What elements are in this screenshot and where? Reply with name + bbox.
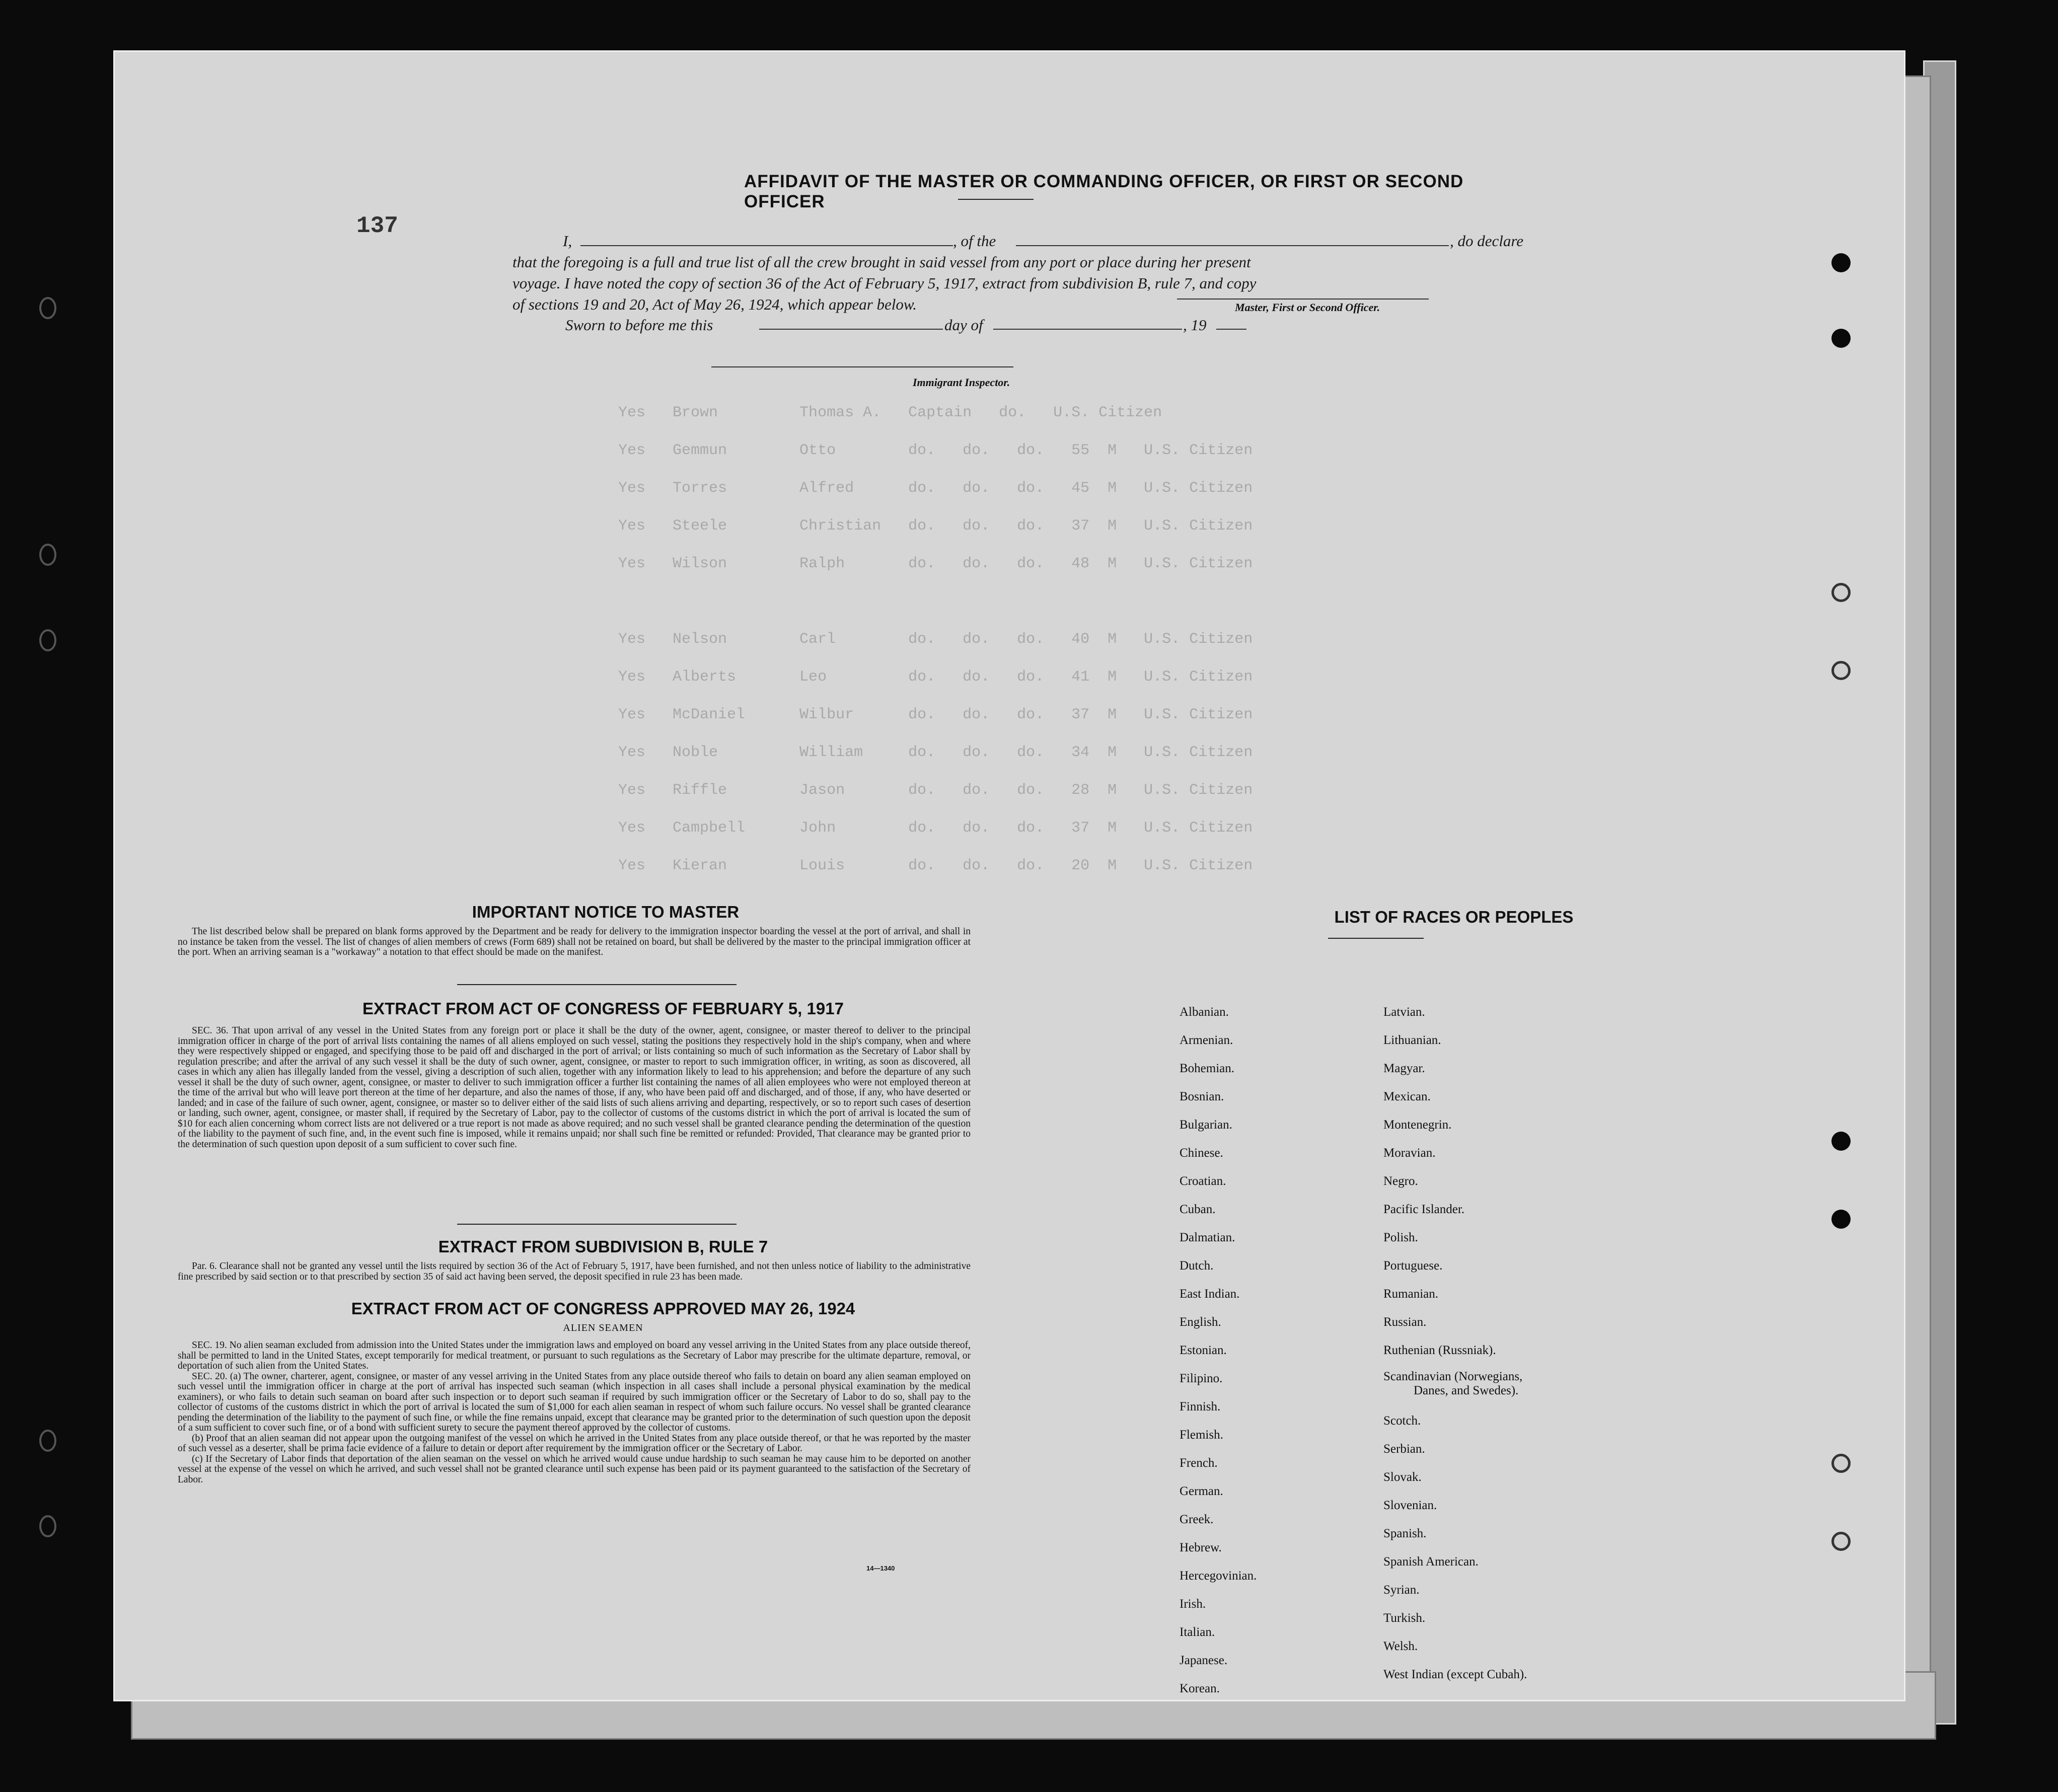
declaration-line: of sections 19 and 20, Act of May 26, 1924, which appear below. [512,295,917,313]
bleed-through-row: Yes Brown Thomas A. Captain do. U.S. Citizen [618,404,1162,421]
race-item: English. [1180,1315,1221,1329]
binder-hole [39,629,56,651]
manifest-sheet [113,50,1905,1701]
race-item: Slovenian. [1383,1499,1437,1512]
race-item: Latvian. [1383,1005,1425,1019]
race-item: Finnish. [1180,1400,1221,1413]
race-item: Chinese. [1180,1146,1223,1160]
punch-hole [1831,583,1851,602]
bleed-through-row: Yes Campbell John do. do. do. 37 M U.S. Citizen [618,819,1253,837]
sworn-year: , 19 [1183,316,1207,334]
race-item: French. [1180,1456,1218,1470]
affidavit-title: AFFIDAVIT OF THE MASTER OR COMMANDING OFFICER, OR FIRST OR SECOND OFFICER [744,172,1464,211]
race-item: Moravian. [1383,1146,1436,1160]
sworn-text: Sworn to before me this [565,316,713,334]
inspector-label: Immigrant Inspector. [913,376,1010,389]
race-item: Italian. [1180,1625,1215,1639]
race-item: Portuguese. [1383,1259,1443,1273]
extract-rule7-title: EXTRACT FROM SUBDIVISION B, RULE 7 [438,1237,768,1256]
extract-1924-title: EXTRACT FROM ACT OF CONGRESS APPROVED MAY 26, 1924 [351,1299,855,1318]
extract-1924-text [178,1340,971,1485]
bleed-through-row: Yes Riffle Jason do. do. do. 28 M U.S. Citizen [618,782,1253,799]
race-item: East Indian. [1180,1287,1240,1301]
binder-hole [39,544,56,566]
bleed-through-row: Yes Alberts Leo do. do. do. 41 M U.S. Citizen [618,668,1253,686]
sec20a-paragraph: SEC. 20. (a) The owner, charterer, agent, consignee, or master of any vessel arriving in the United States from any place outside thereof who fails to detain on board any alien seaman employed on such vessel until the immigration officer in charge at the port of arrival has inspected such seaman (which inspection in all cases shall include a personal physical examination by the medical examiners), or who fails to detain such seaman on board after such inspection or to deport such seaman if required by such immigration officer or the Secretary of Labor to do so, shall pay to the collector of customs of the customs district in which the port of arrival is located the sum of $1,000 for each alien seaman in respect of whom such failure occurs. No vessel shall be granted clearance pending the determination of the liability to the payment of such fine, or while the fine remains unpaid, except that clearance may be granted prior to the determination of such question upon the deposit of a sum sufficient to cover such fine, or of a bond with sufficient surety to secure the payment thereof approved by the collector of customs. [178,1371,971,1433]
extract-rule7-text [178,1261,971,1282]
race-item: Spanish. [1383,1527,1427,1540]
alien-seamen-subtitle: ALIEN SEAMEN [563,1322,643,1333]
race-item: Irish. [1180,1597,1206,1611]
sec20b-paragraph: (b) Proof that an alien seaman did not appear upon the outgoing manifest of the vessel on which he arrived in the United States from any place outside thereof, or that he was reported by the master of such vessel as a deserter, shall be prima facie evidence of a failure to detain or deport after requirement by the immigration officer or the Secretary of Labor. [178,1433,971,1454]
extract-1917-text [178,1026,971,1150]
par6-paragraph: Par. 6. Clearance shall not be granted any vessel until the lists required by section 36 of the Act of February 5, 1917, have been furnished, and not then unless notice of liability to the administrative fine prescribed by said section or to that prescribed by section 35 of said act having been served, the deposit specified in rule 23 has been made. [178,1261,971,1282]
race-item: Montenegrin. [1383,1118,1452,1132]
declaration-line: voyage. I have noted the copy of section 36 of the Act of February 5, 1917, extract from subdivision B, rule 7, and copy [512,274,1257,292]
sworn-day: day of [944,316,983,334]
notice-paragraph: The list described below shall be prepared on blank forms approved by the Department and be ready for delivery to the immigration inspector boarding the vessel at the port of arrival, and shall in no instance be taken from the vessel. The list of changes of alien members of crews (Form 689) shall not be retained on board, but shall be delivered by the master to the principal immigration officer at the port. When an arriving seaman is a "workaway" a notation to that effect should be made on the manifest. [178,926,971,957]
declaration-of-the: , of the [953,232,996,250]
race-item: Korean. [1180,1682,1220,1695]
race-item: Syrian. [1383,1583,1420,1597]
bleed-through-row: Yes Torres Alfred do. do. do. 45 M U.S. Citizen [618,480,1253,497]
race-item: Estonian. [1180,1343,1227,1357]
race-item: Welsh. [1383,1639,1418,1653]
notice-text [178,927,971,958]
punch-hole [1831,1132,1851,1151]
race-item: Hercegovinian. [1180,1569,1257,1583]
bleed-through-row: Yes Kieran Louis do. do. do. 20 M U.S. Citizen [618,857,1253,874]
race-item: Bohemian. [1180,1062,1235,1075]
sworn-date-blank [759,329,943,330]
race-item: Turkish. [1383,1611,1426,1625]
bleed-through-row: Yes Noble William do. do. do. 34 M U.S. Citizen [618,744,1253,761]
race-item: Pacific Islander. [1383,1203,1465,1216]
race-item: Filipino. [1180,1372,1223,1385]
punch-hole [1831,329,1851,348]
sworn-month-blank [993,329,1182,330]
section-divider [457,1224,737,1225]
sec20c-paragraph: (c) If the Secretary of Labor finds that deportation of the alien seaman on the vessel on which he arrived would cause undue hardship to such seaman he may cause him to be deported on another vessel at the expense of the vessel on which he arrived, and such vessel shall not be granted clearance until such expense has been paid or its payment guaranteed to the satisfaction of the Secretary of Labor. [178,1453,971,1485]
race-item: Scandinavian (Norwegians, [1383,1370,1523,1383]
race-item: Mexican. [1383,1090,1431,1103]
notice-title: IMPORTANT NOTICE TO MASTER [472,903,740,921]
punch-hole [1831,253,1851,272]
race-item: Slovak. [1383,1470,1422,1484]
bleed-through-row: Yes Nelson Carl do. do. do. 40 M U.S. Citizen [618,631,1253,648]
signature-label: Master, First or Second Officer. [1235,301,1380,314]
race-item: Spanish American. [1383,1555,1479,1569]
signature-blank [1177,298,1429,300]
declaration-end: , do declare [1450,232,1524,250]
extract-1917-title: EXTRACT FROM ACT OF CONGRESS OF FEBRUARY 5, 1917 [362,999,844,1018]
title-rule [958,199,1034,200]
page-marker: 137 [356,213,398,239]
race-item: Ruthenian (Russniak). [1383,1343,1496,1357]
binder-hole [39,1515,56,1537]
race-item: Rumanian. [1383,1287,1439,1301]
section-divider [457,984,737,985]
name-blank [580,245,953,246]
form-number: 14—1340 [866,1564,895,1572]
race-item: Bosnian. [1180,1090,1224,1103]
punch-hole [1831,1210,1851,1229]
race-item: Greek. [1180,1513,1214,1526]
bleed-through-row: Yes Wilson Ralph do. do. do. 48 M U.S. Citizen [618,555,1253,572]
race-item: Armenian. [1180,1033,1233,1047]
sworn-year-blank [1216,329,1246,330]
races-title: LIST OF RACES OR PEOPLES [1334,908,1574,926]
punch-hole [1831,1454,1851,1473]
race-item: Cuban. [1180,1203,1216,1216]
race-item: West Indian (except Cubah). [1383,1668,1527,1681]
race-item: Negro. [1383,1174,1418,1188]
race-item: Lithuanian. [1383,1033,1441,1047]
race-item: Danes, and Swedes). [1414,1384,1519,1397]
race-item: Serbian. [1383,1442,1425,1456]
bleed-through-row: Yes Steele Christian do. do. do. 37 M U.S. Citizen [618,517,1253,535]
bleed-through-row: Yes McDaniel Wilbur do. do. do. 37 M U.S. Citizen [618,706,1253,723]
race-item: Flemish. [1180,1428,1223,1442]
sec19-paragraph: SEC. 19. No alien seaman excluded from admission into the United States under the immigration laws and employed on board any vessel arriving in the United States from any place outside thereof, shall be permitted to land in the United States, except temporarily for medical treatment, or pursuant to such regulations as the Secretary of Labor may prescribe for the ultimate departure, removal, or deportation of such alien from the United States. [178,1340,971,1371]
vessel-blank [1016,245,1449,246]
race-item: Hebrew. [1180,1541,1222,1554]
declaration-line: that the foregoing is a full and true list of all the crew brought in said vessel from any port or place during her present [512,253,1251,271]
inspector-signature-blank [711,366,1013,367]
race-item: Croatian. [1180,1174,1226,1188]
race-item: Dutch. [1180,1259,1214,1273]
race-item: Polish. [1383,1231,1418,1244]
race-item: Bulgarian. [1180,1118,1232,1132]
races-left-column [1180,998,1257,1703]
race-item: Japanese. [1180,1654,1228,1667]
punch-hole [1831,661,1851,680]
race-item: German. [1180,1484,1223,1498]
binder-hole [39,297,56,319]
races-right-column [1383,998,1527,1689]
punch-hole [1831,1532,1851,1551]
race-item: Dalmatian. [1180,1231,1235,1244]
binder-hole [39,1430,56,1452]
sec36-paragraph: SEC. 36. That upon arrival of any vessel in the United States from any foreign port or place it shall be the duty of the owner, agent, consignee, or master thereof to deliver to the principal immigration officer in charge of the port of arrival lists containing the names of all aliens employed on such vessel, stating the positions they respectively hold in the ship's company, when and where they were respectively shipped or engaged, and specifying those to be paid off and discharged in the port of arrival; or lists containing so much of such information as the Secretary of Labor shall by regulation prescribe; and after the arrival of any such vessel it shall be the duty of such owner, agent, consignee, or master to report to such immigration officer, in writing, as soon as discovered, all cases in which any alien has illegally landed from the vessel, giving a description of such alien, together with any information likely to lead to his apprehension; and before the departure of any such vessel it shall be the duty of such owner, agent, consignee, or master to deliver to such immigration officer a further list containing the names of all alien employees who were not employed thereon at the time of the arrival but who will leave port thereon at the time of her departure, and also the names of those, if any, who have been paid off and discharged, and of those, if any, who have deserted or landed; and in case of the failure of such owner, agent, consignee, or master so to deliver either of the said lists of such aliens arriving and departing, respectively, or so to report such cases of desertion or landing, such owner, agent, consignee, or master shall, if required by the Secretary of Labor, pay to the collector of customs of the customs district in which the port of arrival is located the sum of $10 for each alien concerning whom correct lists are not delivered or a true report is not made as above required; and no such vessel shall be granted clearance pending the determination of the question of the liability to the payment of such fine, and, in the event such fine is imposed, while it remains unpaid; nor shall such fine be remitted or refunded: Provided, That clearance may be granted prior to the determination of such question upon deposit of a sum sufficient to cover such fine. [178,1025,971,1150]
race-item: Russian. [1383,1315,1427,1329]
race-item: Scotch. [1383,1414,1421,1428]
race-item: Magyar. [1383,1062,1425,1075]
race-item: Albanian. [1180,1005,1229,1019]
declaration-start: I, [563,232,572,250]
races-title-rule [1328,938,1424,939]
bleed-through-row: Yes Gemmun Otto do. do. do. 55 M U.S. Citizen [618,442,1253,459]
